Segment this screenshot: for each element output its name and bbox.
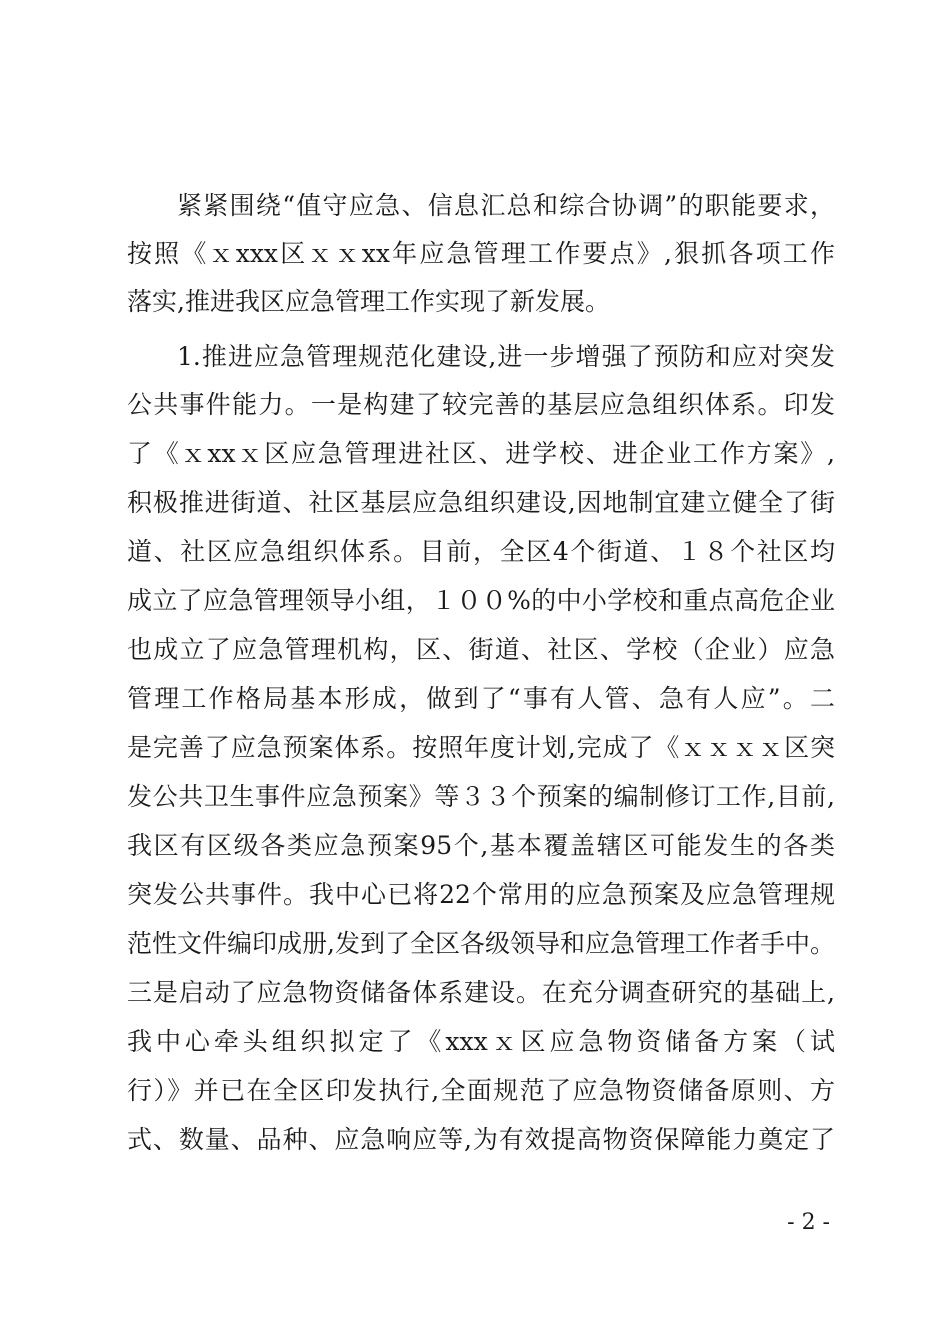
text-line-15: 突发公共事件。我中心已将22个常用的应急预案及应急管理规 — [127, 880, 835, 909]
text-line-19: 行）》并已在全区印发执行,全面规范了应急物资储备原则、方 — [127, 1076, 835, 1105]
text-line-9: 成立了应急管理领导小组，１００%的中小学校和重点高危企业 — [127, 586, 835, 615]
text-line-13: 发公共卫生事件应急预案》等３３个预案的编制修订工作,目前, — [127, 782, 835, 811]
text-line-20: 式、数量、品种、应急响应等,为有效提高物资保障能力奠定了 — [127, 1125, 835, 1154]
text-line-6: 了《ｘxxｘ区应急管理进社区、进学校、进企业工作方案》, — [127, 439, 835, 468]
text-line-8: 道、社区应急组织体系。目前，全区4个街道、１８个社区均 — [127, 537, 835, 566]
text-line-10: 也成立了应急管理机构，区、街道、社区、学校（企业）应急 — [127, 635, 835, 664]
text-line-3: 落实,推进我区应急管理工作实现了新发展。 — [127, 287, 610, 316]
text-line-17: 三是启动了应急物资储备体系建设。在充分调查研究的基础上, — [127, 978, 835, 1007]
text-line-16: 范性文件编印成册,发到了全区各级领导和应急管理工作者手中。 — [127, 929, 835, 958]
text-line-7: 积极推进街道、社区基层应急组织建设,因地制宜建立健全了街 — [127, 488, 835, 517]
text-line-12: 是完善了应急预案体系。按照年度计划,完成了《ｘｘｘｘ区突 — [127, 733, 835, 762]
text-line-1: 紧紧围绕“值守应急、信息汇总和综合协调”的职能要求， — [177, 191, 835, 220]
text-line-5: 公共事件能力。一是构建了较完善的基层应急组织体系。印发 — [127, 390, 835, 419]
text-line-2: 按照《ｘxxx区ｘｘxx年应急管理工作要点》,狠抓各项工作 — [127, 239, 835, 268]
text-line-18: 我中心牵头组织拟定了《xxxｘ区应急物资储备方案（试 — [127, 1027, 835, 1056]
text-line-4: 1.推进应急管理规范化建设,进一步增强了预防和应对突发 — [177, 342, 835, 371]
text-line-14: 我区有区级各类应急预案95个,基本覆盖辖区可能发生的各类 — [127, 831, 835, 860]
text-line-11: 管理工作格局基本形成，做到了“事有人管、急有人应”。二 — [127, 684, 835, 713]
page-number: - 2 - — [787, 1210, 830, 1235]
